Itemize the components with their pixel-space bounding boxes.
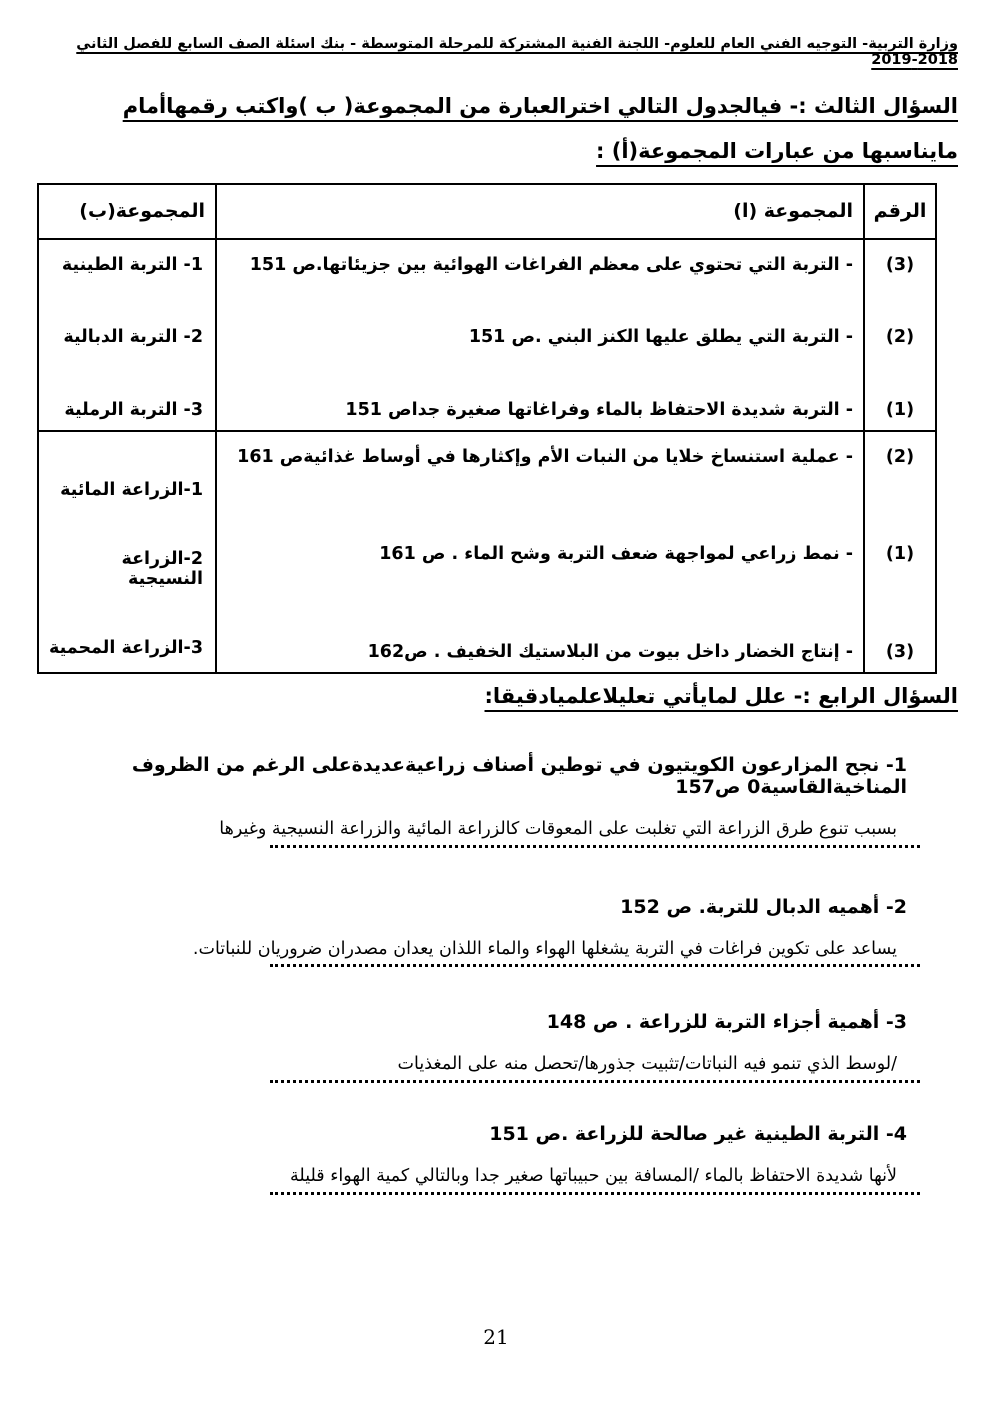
answer-number: (2) (885, 327, 915, 348)
answer-number-cell (863, 240, 935, 430)
document-header-text: وزارة التربية- التوجيه الفني العام للعلوم- اللجنة الفنية المشتركة للمرحلة المتوسطة - بنك اسئلة الصف السابع للفصل الثاني 2018‏-‏2019 (76, 36, 958, 68)
group-a-statements-cell (215, 432, 863, 672)
answer-dotted-line (270, 1080, 920, 1083)
answer-dotted-line (270, 964, 920, 967)
answer-number-cell (863, 432, 935, 672)
answer-text: /لوسط الذي تنمو فيه النباتات/تثبيت جذورها/تحصل منه على المغذيات (397, 1054, 897, 1075)
question4-item-3 (0, 1011, 992, 1083)
group-b-option: 1-الزراعة المائية (60, 479, 203, 500)
question4-item-1 (0, 754, 992, 848)
table-header-group-b: المجموعة(ب) (79, 200, 205, 223)
answer-number: (1) (885, 399, 915, 420)
question3-title (0, 68, 992, 166)
group-b-option: 3- التربة الرملية (64, 399, 203, 420)
question4-item-2 (0, 896, 992, 968)
answer-number: (3) (885, 254, 915, 275)
answer-dotted-line (270, 1192, 920, 1195)
group-a-statement: - عملية استنساخ خلايا من النبات الأم وإكثارها في أوساط غذائيةص 161 (237, 446, 853, 467)
answer-number: (2) (885, 446, 915, 467)
answer-text: يساعد على تكوين فراغات في التربة يشغلها الهواء والماء اللذان يعدان مصدران ضروريان للنباتات. (192, 938, 897, 959)
group-b-options-cell (37, 432, 215, 672)
answer-text: بسبب تنوع طرق الزراعة التي تغلبت على المعوقات كالزراعة المائية والزراعة النسيجية وغيرها (219, 818, 897, 839)
table-header-row (39, 185, 935, 240)
matching-table (37, 183, 937, 674)
group-b-option: 2- التربة الدبالية (63, 327, 203, 348)
group-b-option: 3-الزراعة المحمية (48, 637, 203, 658)
document-header (0, 0, 992, 68)
group-a-statement: - التربة التي يطلق عليها الكنز البني .ص 151 (468, 327, 853, 348)
question-text: 1- نجح المزارعون الكويتيون في توطين أصناف زراعيةعديدةعلى الرغم من الظروف المناخيةالقاسية0 ص157 (131, 753, 907, 798)
question3-title-line2: مايناسبها من عبارات المجموعة(أ) : (596, 139, 958, 164)
page-number: 21 (483, 1325, 509, 1350)
group-a-statement: - نمط زراعي لمواجهة ضعف التربة وشح الماء . ص 161 (379, 544, 853, 565)
group-a-statements-cell (215, 240, 863, 430)
group-a-statement: - التربة شديدة الاحتفاظ بالماء وفراغاتها صغيرة جداص 151 (345, 399, 853, 420)
answer-number: (1) (885, 544, 915, 565)
group-b-option: 2-الزراعة النسيجية (121, 548, 203, 589)
group-b-option: 1- التربة الطينية (61, 254, 203, 275)
table-header-number: الرقم (863, 185, 935, 238)
group-a-statement: - إنتاج الخضار داخل بيوت من البلاستيك الخفيف . ص162 (367, 641, 853, 662)
table-block-agriculture (39, 432, 935, 672)
question-text: 2- أهميه الدبال للتربة. ص 152 (620, 895, 907, 918)
table-header-group-a: المجموعة (ا) (215, 185, 863, 238)
answer-text: لأنها شديدة الاحتفاظ بالماء /المسافة بين حبيباتها صغير جدا وبالتالي كمية الهواء قليلة (290, 1166, 897, 1187)
question-text: 4- التربة الطينية غير صالحة للزراعة .ص 151 (489, 1123, 907, 1146)
question3-title-line1: السؤال الثالث :- فيالجدول التالي اخترالعبارة من المجموعة( ب )واكتب رقمهاأمام (122, 94, 958, 118)
group-a-statement: - التربة التي تحتوي على معظم الفراغات الهوائية بين جزيئاتها.ص 151 (249, 254, 853, 275)
question4-title: السؤال الرابع :- علل لمايأتي تعليلاعلميادقيقا: (484, 683, 958, 708)
group-b-options-cell (37, 240, 215, 430)
table-block-soils (39, 240, 935, 432)
answer-number: (3) (885, 641, 915, 662)
question4-item-4 (0, 1123, 992, 1195)
answer-dotted-line (270, 845, 920, 848)
question-text: 3- أهمية أجزاء التربة للزراعة . ص 148 (546, 1011, 907, 1034)
